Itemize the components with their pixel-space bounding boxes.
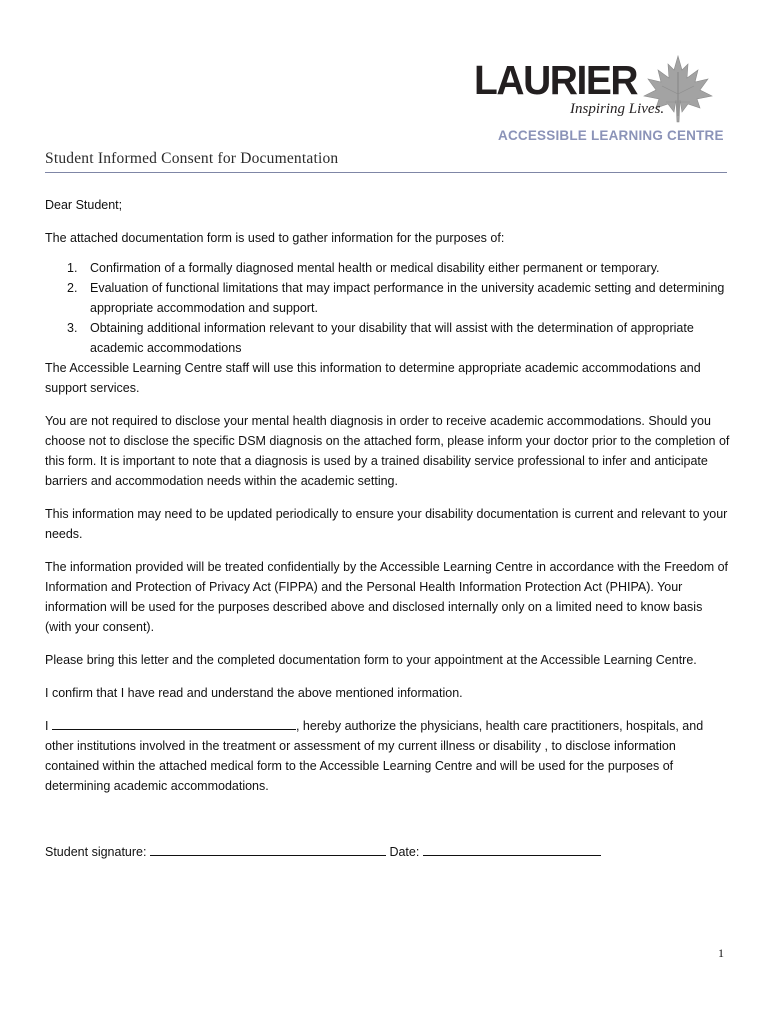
signature-row	[45, 842, 601, 862]
date-label: Date:	[389, 845, 420, 859]
date-line[interactable]	[423, 842, 601, 856]
page-title: Student Informed Consent for Documentation	[45, 150, 339, 167]
update-text: This information may need to be updated periodically to ensure your disability documentation is current and relevant to your needs.	[45, 507, 728, 541]
logo-wordmark: LAURIER	[474, 57, 638, 103]
list-item-number: 2.	[67, 281, 78, 295]
disclosure-paragraph	[45, 411, 730, 491]
list-item-text: Evaluation of functional limitations that may impact performance in the university academic setting and determining appropriate accommodation and support.	[90, 281, 725, 315]
list-item-number: 3.	[67, 321, 78, 335]
laurier-logo	[474, 54, 724, 124]
list-item-number: 1.	[67, 261, 78, 275]
confirmation-text: I confirm that I have read and understand the above mentioned information.	[45, 686, 463, 700]
salutation	[45, 195, 730, 215]
list-item-text: Confirmation of a formally diagnosed mental health or medical disability either permanent or temporary.	[90, 261, 660, 275]
student-signature-label: Student signature:	[45, 845, 147, 859]
salutation-text: Dear Student;	[45, 198, 123, 212]
list-item	[45, 258, 735, 278]
list-item-text: Obtaining additional information relevant to your disability that will assist with the determination of appropriate academic accommodations	[90, 321, 694, 355]
name-blank-line[interactable]	[52, 716, 296, 730]
list-item	[45, 278, 735, 318]
page-number: 1	[718, 946, 724, 960]
use-text: The Accessible Learning Centre staff will use this information to determine appropriate academic accommodations and support services.	[45, 361, 701, 395]
intro-text: The attached documentation form is used to gather information for the purposes of:	[45, 231, 505, 245]
intro-paragraph	[45, 228, 730, 248]
student-signature-line[interactable]	[150, 842, 386, 856]
disclosure-text: You are not required to disclose your mental health diagnosis in order to receive academic accommodations. Should you choose not to disclose the specific DSM diagnosis on the attached form, please inform your doctor prior to the completion of this form. It is important to note that a diagnosis is used by a trained disability service professional to infer and anticipate barriers and accommodation needs within the academic setting.	[45, 414, 730, 488]
list-item	[45, 318, 735, 358]
confidentiality-paragraph	[45, 557, 730, 637]
authorization-statement	[45, 716, 730, 796]
bring-letter-text: Please bring this letter and the completed documentation form to your appointment at the Accessible Learning Centre.	[45, 653, 697, 667]
authorization-text: , hereby authorize the physicians, health care practitioners, hospitals, and other institutions involved in the treatment or assessment of my current illness or disability , to disclose information contained within the attached medical form to the Accessible Learning Centre and will be used for the purposes of determining academic accommodations.	[45, 719, 704, 793]
use-paragraph	[45, 358, 730, 398]
confirmation-paragraph	[45, 683, 730, 703]
confidentiality-text: The information provided will be treated confidentially by the Accessible Learning Centre in accordance with the Freedom of Information and Protection of Privacy Act (FIPPA) and the Personal Health Information Protection Act (PHIPA). Your information will be used for the purposes described above and disclosed internally only on a limited need to know basis (with your consent).	[45, 560, 729, 634]
authorization-paragraph	[45, 716, 730, 796]
bring-letter-paragraph	[45, 650, 730, 670]
authorization-prefix: I	[45, 719, 49, 733]
centre-name: ACCESSIBLE LEARNING CENTRE	[498, 128, 724, 143]
update-paragraph	[45, 504, 730, 544]
logo-tagline: Inspiring Lives.	[570, 101, 665, 117]
title-divider	[45, 172, 727, 173]
purposes-list	[45, 258, 735, 358]
